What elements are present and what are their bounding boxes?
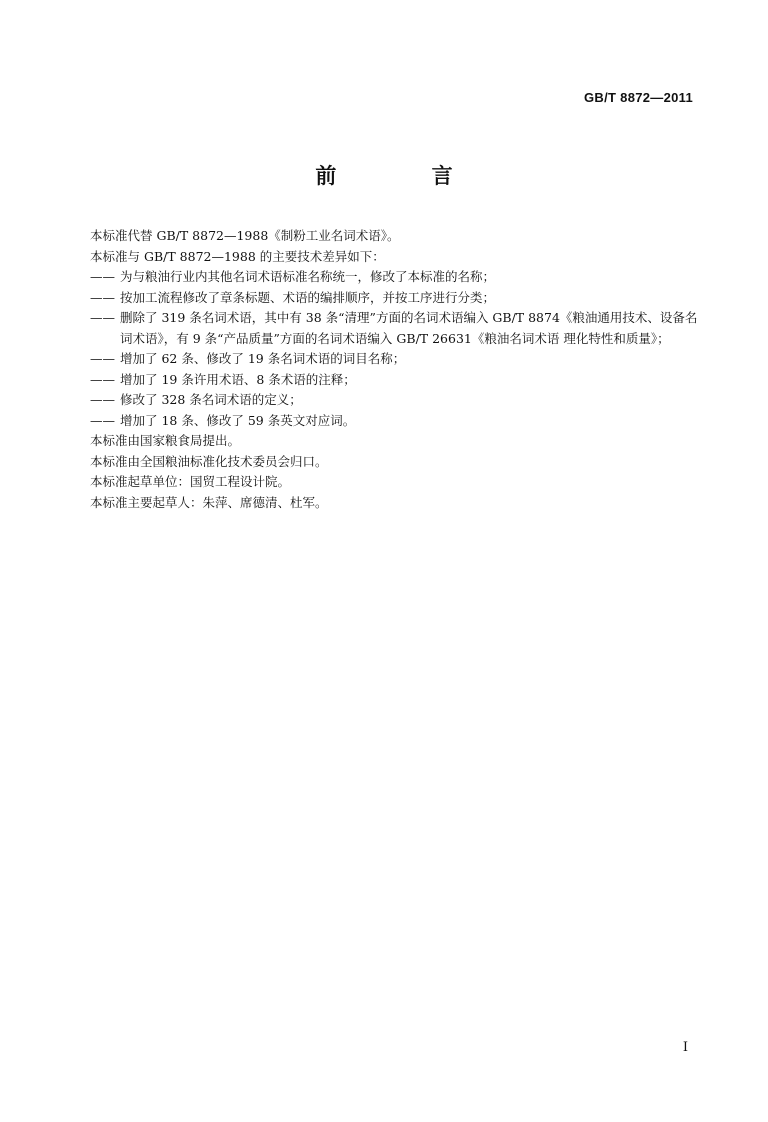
proposed-by-line: 本标准由国家粮食局提出。	[90, 433, 241, 448]
change-item	[90, 288, 700, 309]
change-item-text: 为与粮油行业内其他名词术语标准名称统一，修改了本标准的名称；	[120, 269, 496, 284]
dash-marker: ——	[90, 392, 115, 407]
change-item-text: 修改了 328 条名词术语的定义；	[120, 392, 302, 407]
change-item-text: 增加了 62 条、修改了 19 条名词术语的词目名称；	[120, 351, 406, 366]
change-item	[90, 411, 700, 432]
intro-line-differences: 本标准与 GB/T 8872—1988 的主要技术差异如下：	[90, 248, 385, 264]
centralized-by-line: 本标准由全国粮油标准化技术委员会归口。	[90, 453, 328, 469]
dash-marker: ——	[90, 351, 115, 366]
foreword-body	[90, 226, 700, 513]
dash-marker: ——	[90, 310, 115, 325]
dash-marker: ——	[90, 289, 115, 305]
page-number: I	[682, 1040, 688, 1055]
dash-marker: ——	[90, 412, 115, 428]
dash-marker: ——	[90, 269, 115, 284]
change-item	[90, 267, 700, 288]
change-item-text: 增加了 18 条、修改了 59 条英文对应词。	[120, 412, 356, 428]
change-item-text: 增加了 19 条许用术语、8 条术语的注释；	[120, 371, 356, 387]
main-drafters-line: 本标准主要起草人：朱萍、席德清、杜军。	[90, 494, 328, 510]
change-item	[90, 370, 700, 391]
change-item-text: 删除了 319 条名词术语，其中有 38 条“清理”方面的名词术语编入 GB/T 8874《粮油通用技术、设备名词术语》，有 9 条“产品质量”方面的名词术语编入 GB/T 26631《粮油名词术语 理化特性和质量》；	[120, 310, 698, 346]
change-item	[90, 390, 700, 411]
change-item	[90, 349, 700, 370]
change-item-text: 按加工流程修改了章条标题、术语的编排顺序，并按工序进行分类；	[120, 289, 496, 305]
page-title: 前 言	[315, 164, 497, 188]
standard-code: GB/T 8872—2011	[584, 90, 693, 105]
drafting-unit-line: 本标准起草单位：国贸工程设计院。	[90, 474, 291, 489]
dash-marker: ——	[90, 371, 115, 387]
change-item	[90, 308, 700, 349]
intro-line-replaces: 本标准代替 GB/T 8872—1988《制粉工业名词术语》。	[90, 228, 400, 243]
